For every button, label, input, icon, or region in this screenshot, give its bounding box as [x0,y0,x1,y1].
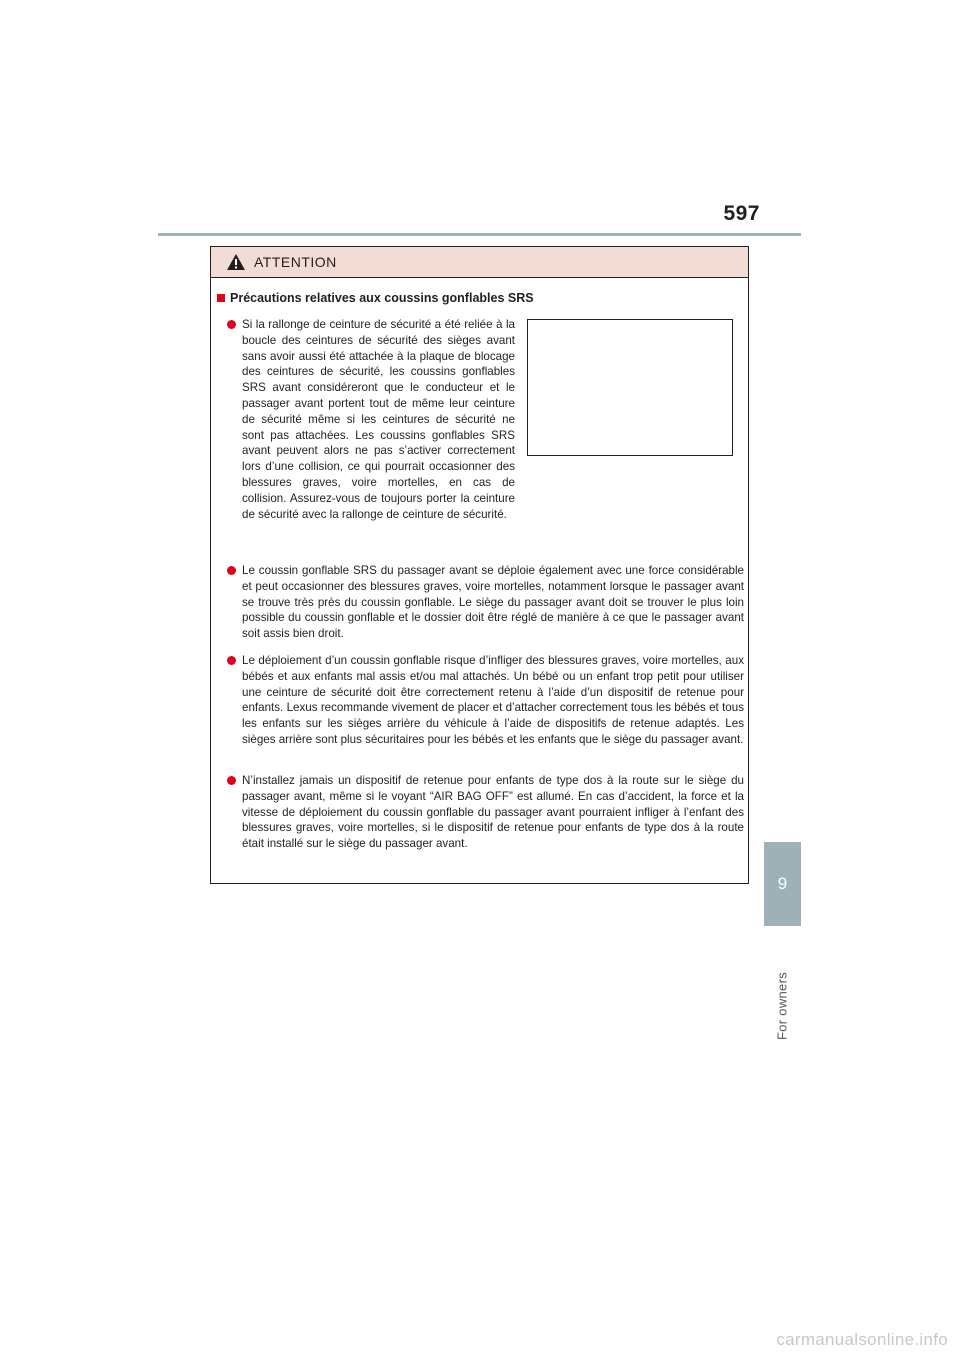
warning-item-text: Si la rallonge de ceinture de sécurité a été reliée à la boucle des ceintures de sécurité des sièges avant sans avoir aussi été attachée à la plaque de blocage des ceintures de sécurité, les coussins gonflables SRS avant considéreront que le conducteur et le passager avant portent tout de même leur ceinture de sécurité même si les ceintures de sécurité ne sont pas attachées. Les coussins gonflables SRS avant peuvent alors ne pas s’activer correctement lors d’une collision, ce qui pourrait occasionner des blessures graves, voire mortelles, en cas de collision. Assurez-vous de toujours porter la ceinture de sécurité avec la rallonge de ceinture de sécurité. [242,318,515,521]
bullet-dot-icon [227,776,236,785]
watermark: carmanualsonline.info [776,1330,948,1349]
warning-item-text: Le déploiement d’un coussin gonflable risque d’infliger des blessures graves, voire mortelles, aux bébés et aux enfants mal assis et/ou mal attachés. Un bébé ou un enfant trop petit pour utiliser une ceinture de sécurité doit être correctement retenu à l’aide d’un dispositif de retenue pour enfants. Lexus recommande vivement de placer et d’attacher correctement tous les bébés et tous les enfants sur les sièges arrière du véhicule à l’aide de dispositifs de retenue adaptés. Les sièges arrière sont plus sécuritaires pour les bébés et les enfants que le siège du passager avant. [242,654,744,746]
warning-box [210,246,749,884]
warning-item [227,563,744,642]
warning-item [227,317,515,522]
warning-title: ATTENTION [254,254,337,270]
header-rule [158,233,801,236]
chapter-number: 9 [777,874,788,893]
section-heading [217,291,534,305]
warning-item [227,653,744,748]
warning-item-text: Le coussin gonflable SRS du passager avant se déploie également avec une force considérable et peut occasionner des blessures graves, voire mortelles, notamment lorsque le passager avant se trouve très près du coussin gonflable. Le siège du passager avant doit se trouver le plus loin possible du coussin gonflable et le dossier doit être réglé de manière à ce que le passager avant soit assis bien droit. [242,564,744,641]
square-bullet-icon [217,294,225,302]
bullet-dot-icon [227,656,236,665]
bullet-dot-icon [227,320,236,329]
illustration-placeholder [527,319,733,456]
chapter-label: For owners [774,971,790,1041]
warning-header [211,247,748,278]
page-number: 597 [723,202,760,225]
warning-item-text: N’installez jamais un dispositif de retenue pour enfants de type dos à la route sur le siège du passager avant, même si le voyant “AIR BAG OFF” est allumé. En cas d’accident, la force et la vitesse de déploiement du coussin gonflable du passager avant pourraient infliger à l’enfant des blessures graves, voire mortelles, si le dispositif de retenue pour enfants de type dos à la route était installé sur le siège du passager avant. [242,774,744,851]
bullet-dot-icon [227,566,236,575]
chapter-tab [764,842,801,926]
warning-triangle-icon [226,253,246,271]
section-heading-text: Précautions relatives aux coussins gonflables SRS [230,291,534,305]
warning-item [227,773,744,852]
